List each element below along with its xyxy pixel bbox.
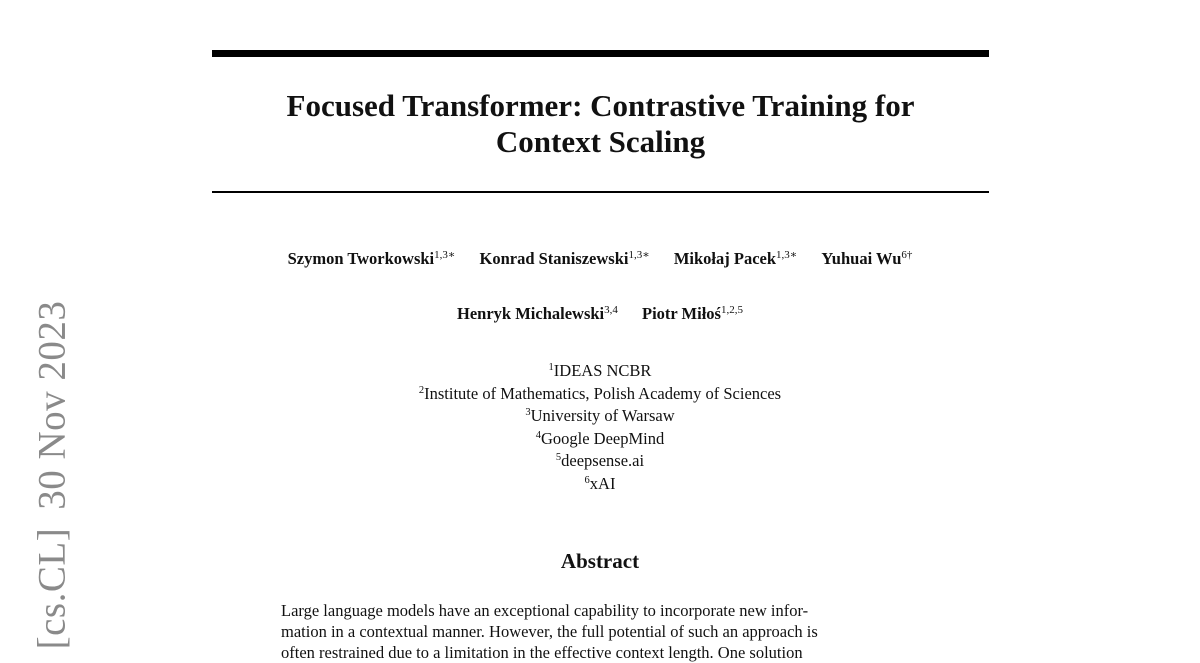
paper-title — [212, 88, 989, 160]
affiliation-number: 5 — [555, 452, 562, 463]
affiliation-number: 4 — [535, 429, 541, 441]
affiliation — [300, 473, 900, 496]
arxiv-side-stamp — [30, 301, 75, 650]
affiliation-text: xAI — [589, 473, 616, 493]
author-affiliation-marks: 6† — [901, 249, 913, 261]
abstract-line: Large language models have an exceptional capability to incorporate new infor- — [281, 601, 809, 620]
affiliation-list — [300, 360, 900, 495]
abstract-line: often restrained due to a limitation in the effective context length. One solution — [281, 643, 803, 662]
abstract-line: mation in a contextual manner. However, the full potential of such an approach is — [281, 622, 818, 641]
affiliation-text: IDEAS NCBR — [553, 361, 652, 380]
author — [480, 249, 650, 269]
author-name: Szymon Tworkowski — [287, 249, 435, 268]
affiliation-number: 6 — [584, 474, 590, 486]
author-affiliation-marks: 1,3∗ — [776, 249, 798, 261]
author-affiliation-marks: 3,4 — [604, 304, 618, 316]
author-name: Henryk Michalewski — [457, 304, 605, 323]
author-list-row-2 — [150, 304, 1050, 324]
affiliation — [300, 428, 900, 451]
author-name: Konrad Staniszewski — [479, 249, 629, 268]
affiliation-number: 1 — [548, 362, 554, 373]
author — [457, 304, 618, 324]
abstract-heading: Abstract — [560, 549, 640, 573]
affiliation-text: University of Warsaw — [530, 406, 675, 425]
affiliation-number: 2 — [418, 384, 425, 396]
author-affiliation-marks: 1,3∗ — [434, 249, 456, 261]
affiliation — [300, 450, 900, 473]
author — [674, 249, 797, 269]
affiliation-text: deepsense.ai — [561, 451, 645, 470]
affiliation-number: 3 — [525, 407, 531, 418]
affiliation-text: Institute of Mathematics, Polish Academy of Sciences — [424, 383, 782, 403]
title-top-rule — [212, 50, 989, 57]
affiliation — [300, 360, 900, 383]
author-name: Mikołaj Pacek — [673, 249, 777, 268]
title-bottom-rule — [212, 191, 989, 193]
arxiv-category: [cs.CL] — [30, 527, 74, 650]
arxiv-date: 30 Nov 2023 — [30, 300, 74, 510]
author-name: Piotr Miłoś — [642, 304, 721, 323]
title-line-2: Context Scaling — [495, 124, 706, 159]
author — [821, 249, 912, 269]
title-line-1: Focused Transformer: Contrastive Training for — [286, 88, 915, 123]
author-name: Yuhuai Wu — [821, 249, 902, 268]
affiliation-text: Google DeepMind — [540, 428, 665, 448]
author — [288, 249, 456, 269]
author-list-row-1 — [150, 249, 1050, 269]
affiliation — [300, 405, 900, 428]
abstract-body — [281, 600, 921, 663]
author-affiliation-marks: 1,3∗ — [628, 249, 650, 261]
author-affiliation-marks: 1,2,5 — [720, 304, 743, 316]
author — [642, 304, 743, 324]
affiliation — [300, 383, 900, 406]
